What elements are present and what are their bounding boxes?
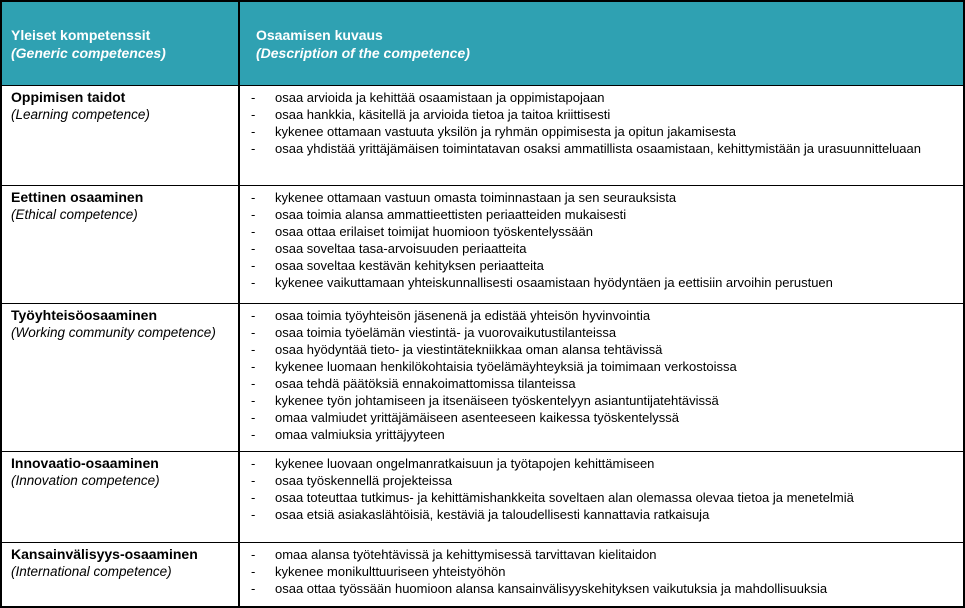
bullet-text: kykenee luovaan ongelmanratkaisuun ja työtapojen kehittämiseen [275, 456, 655, 471]
description-list-item [240, 89, 963, 106]
bullet-text: osaa etsiä asiakaslähtöisiä, kestäviä ja taloudellisesti kannattavia ratkaisuja [275, 507, 710, 522]
bullet-text: omaa valmiuksia yrittäjyyteen [275, 427, 445, 442]
bullet-text: osaa ottaa erilaiset toimijat huomioon työskentelyssään [275, 224, 593, 239]
bullet-text: osaa tehdä päätöksiä ennakoimattomissa tilanteissa [275, 376, 576, 391]
bullet-dash-marker: - [251, 325, 256, 340]
bullet-text: osaa toimia työelämän viestintä- ja vuorovaikutustilanteissa [275, 325, 617, 340]
description-list-item [240, 189, 963, 206]
bullet-dash-marker: - [251, 190, 256, 205]
bullet-text: osaa toimia työyhteisön jäsenenä ja edistää yhteisön hyvinvointia [275, 308, 651, 323]
bullet-dash-marker: - [251, 207, 256, 222]
bullet-text: omaa alansa työtehtävissä ja kehittymisessä tarvittavan kielitaidon [275, 547, 657, 562]
bullet-dash-marker: - [251, 547, 256, 562]
bullet-text: osaa soveltaa tasa-arvoisuuden periaatteita [275, 241, 527, 256]
competence-name-en: (International competence) [11, 564, 172, 579]
competence-name-en: (Learning competence) [11, 107, 150, 122]
bullet-text: osaa yhdistää yrittäjämäisen toimintatavan osaksi ammatillista osaamistaan, kehittymistään ja urasuunnitteluaan [275, 141, 921, 156]
bullet-dash-marker: - [251, 124, 256, 139]
competence-name-fi: Innovaatio-osaaminen [11, 455, 159, 471]
bullet-dash-marker: - [251, 308, 256, 323]
description-list-item [240, 307, 963, 324]
competence-name-cell [2, 85, 238, 185]
description-list-item [240, 472, 963, 489]
description-list-item [240, 580, 963, 597]
description-list-item [240, 140, 963, 157]
bullet-dash-marker: - [251, 490, 256, 505]
description-list-item [240, 455, 963, 472]
description-list-item [240, 341, 963, 358]
competence-name-cell [2, 185, 238, 303]
bullet-dash-marker: - [251, 141, 256, 156]
competence-description-cell [238, 303, 963, 451]
description-list-item [240, 506, 963, 523]
header-col2-title-en: (Description of the competence) [256, 44, 470, 61]
competence-name-cell [2, 542, 238, 606]
description-list-item [240, 426, 963, 443]
description-list-item [240, 563, 963, 580]
bullet-dash-marker: - [251, 258, 256, 273]
bullet-text: osaa toteuttaa tutkimus- ja kehittämishankkeita soveltaen alan olemassa olevaa tietoa ja menetelmiä [275, 490, 854, 505]
description-list-item [240, 206, 963, 223]
bullet-text: omaa valmiudet yrittäjämäiseen asenteeseen kaikessa työskentelyssä [275, 410, 679, 425]
competence-name-cell [2, 303, 238, 451]
header-col2-title-fi: Osaamisen kuvaus [256, 26, 383, 43]
description-list-item [240, 375, 963, 392]
description-list-item [240, 358, 963, 375]
competence-description-cell [238, 451, 963, 542]
bullet-dash-marker: - [251, 427, 256, 442]
bullet-dash-marker: - [251, 359, 256, 374]
bullet-text: kykenee ottamaan vastuun omasta toiminnastaan ja sen seurauksista [275, 190, 677, 205]
description-list-item [240, 257, 963, 274]
bullet-text: osaa työskennellä projekteissa [275, 473, 453, 488]
bullet-text: kykenee luomaan henkilökohtaisia työelämäyhteyksiä ja toimimaan verkostoissa [275, 359, 737, 374]
description-list-item [240, 489, 963, 506]
bullet-text: osaa arvioida ja kehittää osaamistaan ja oppimistapojaan [275, 90, 605, 105]
competence-name-fi: Oppimisen taidot [11, 89, 126, 105]
competence-name-fi: Työyhteisöosaaminen [11, 307, 158, 323]
bullet-dash-marker: - [251, 107, 256, 122]
competence-description-cell [238, 85, 963, 185]
bullet-dash-marker: - [251, 456, 256, 471]
competence-description-cell [238, 542, 963, 606]
bullet-dash-marker: - [251, 224, 256, 239]
competence-name-cell [2, 451, 238, 542]
bullet-text: osaa ottaa työssään huomioon alansa kansainvälisyyskehityksen vaikutuksia ja mahdollisuuksia [275, 581, 828, 596]
competence-description-cell [238, 185, 963, 303]
bullet-dash-marker: - [251, 564, 256, 579]
description-list-item [240, 274, 963, 291]
bullet-text: kykenee vaikuttamaan yhteiskunnallisesti osaamistaan hyödyntäen ja eettisiin arvoihin perustuen [275, 275, 833, 290]
description-list-item [240, 546, 963, 563]
bullet-dash-marker: - [251, 473, 256, 488]
description-list-item [240, 392, 963, 409]
bullet-text: osaa hyödyntää tieto- ja viestintätekniikkaa oman alansa tehtävissä [275, 342, 663, 357]
bullet-text: osaa toimia alansa ammattieettisten periaatteiden mukaisesti [275, 207, 627, 222]
bullet-text: osaa hankkia, käsitellä ja arvioida tietoa ja taitoa kriittisesti [275, 107, 611, 122]
bullet-dash-marker: - [251, 90, 256, 105]
header-col1-title-fi: Yleiset kompetenssit [11, 26, 151, 43]
description-list-item [240, 106, 963, 123]
competence-name-fi: Eettinen osaaminen [11, 189, 144, 205]
bullet-dash-marker: - [251, 393, 256, 408]
bullet-text: kykenee ottamaan vastuuta yksilön ja ryhmän oppimisesta ja opitun jakamisesta [275, 124, 737, 139]
description-list-item [240, 223, 963, 240]
description-list-item [240, 123, 963, 140]
bullet-text: osaa soveltaa kestävän kehityksen periaatteita [275, 258, 544, 273]
bullet-dash-marker: - [251, 410, 256, 425]
competence-name-fi: Kansainvälisyys-osaaminen [11, 546, 198, 562]
competence-name-en: (Ethical competence) [11, 207, 138, 222]
competence-name-en: (Working community competence) [11, 325, 216, 340]
bullet-dash-marker: - [251, 376, 256, 391]
bullet-dash-marker: - [251, 275, 256, 290]
bullet-dash-marker: - [251, 241, 256, 256]
description-list-item [240, 324, 963, 341]
competence-name-en: (Innovation competence) [11, 473, 160, 488]
header-col1-title-en: (Generic competences) [11, 44, 166, 61]
header-cell-competence-description [238, 2, 963, 85]
description-list-item [240, 409, 963, 426]
bullet-text: kykenee työn johtamiseen ja itsenäiseen työskentelyyn asiantuntijatehtävissä [275, 393, 719, 408]
description-list-item [240, 240, 963, 257]
bullet-dash-marker: - [251, 581, 256, 596]
bullet-dash-marker: - [251, 507, 256, 522]
header-cell-generic-competences [2, 2, 238, 85]
bullet-dash-marker: - [251, 342, 256, 357]
bullet-text: kykenee monikulttuuriseen yhteistyöhön [275, 564, 506, 579]
